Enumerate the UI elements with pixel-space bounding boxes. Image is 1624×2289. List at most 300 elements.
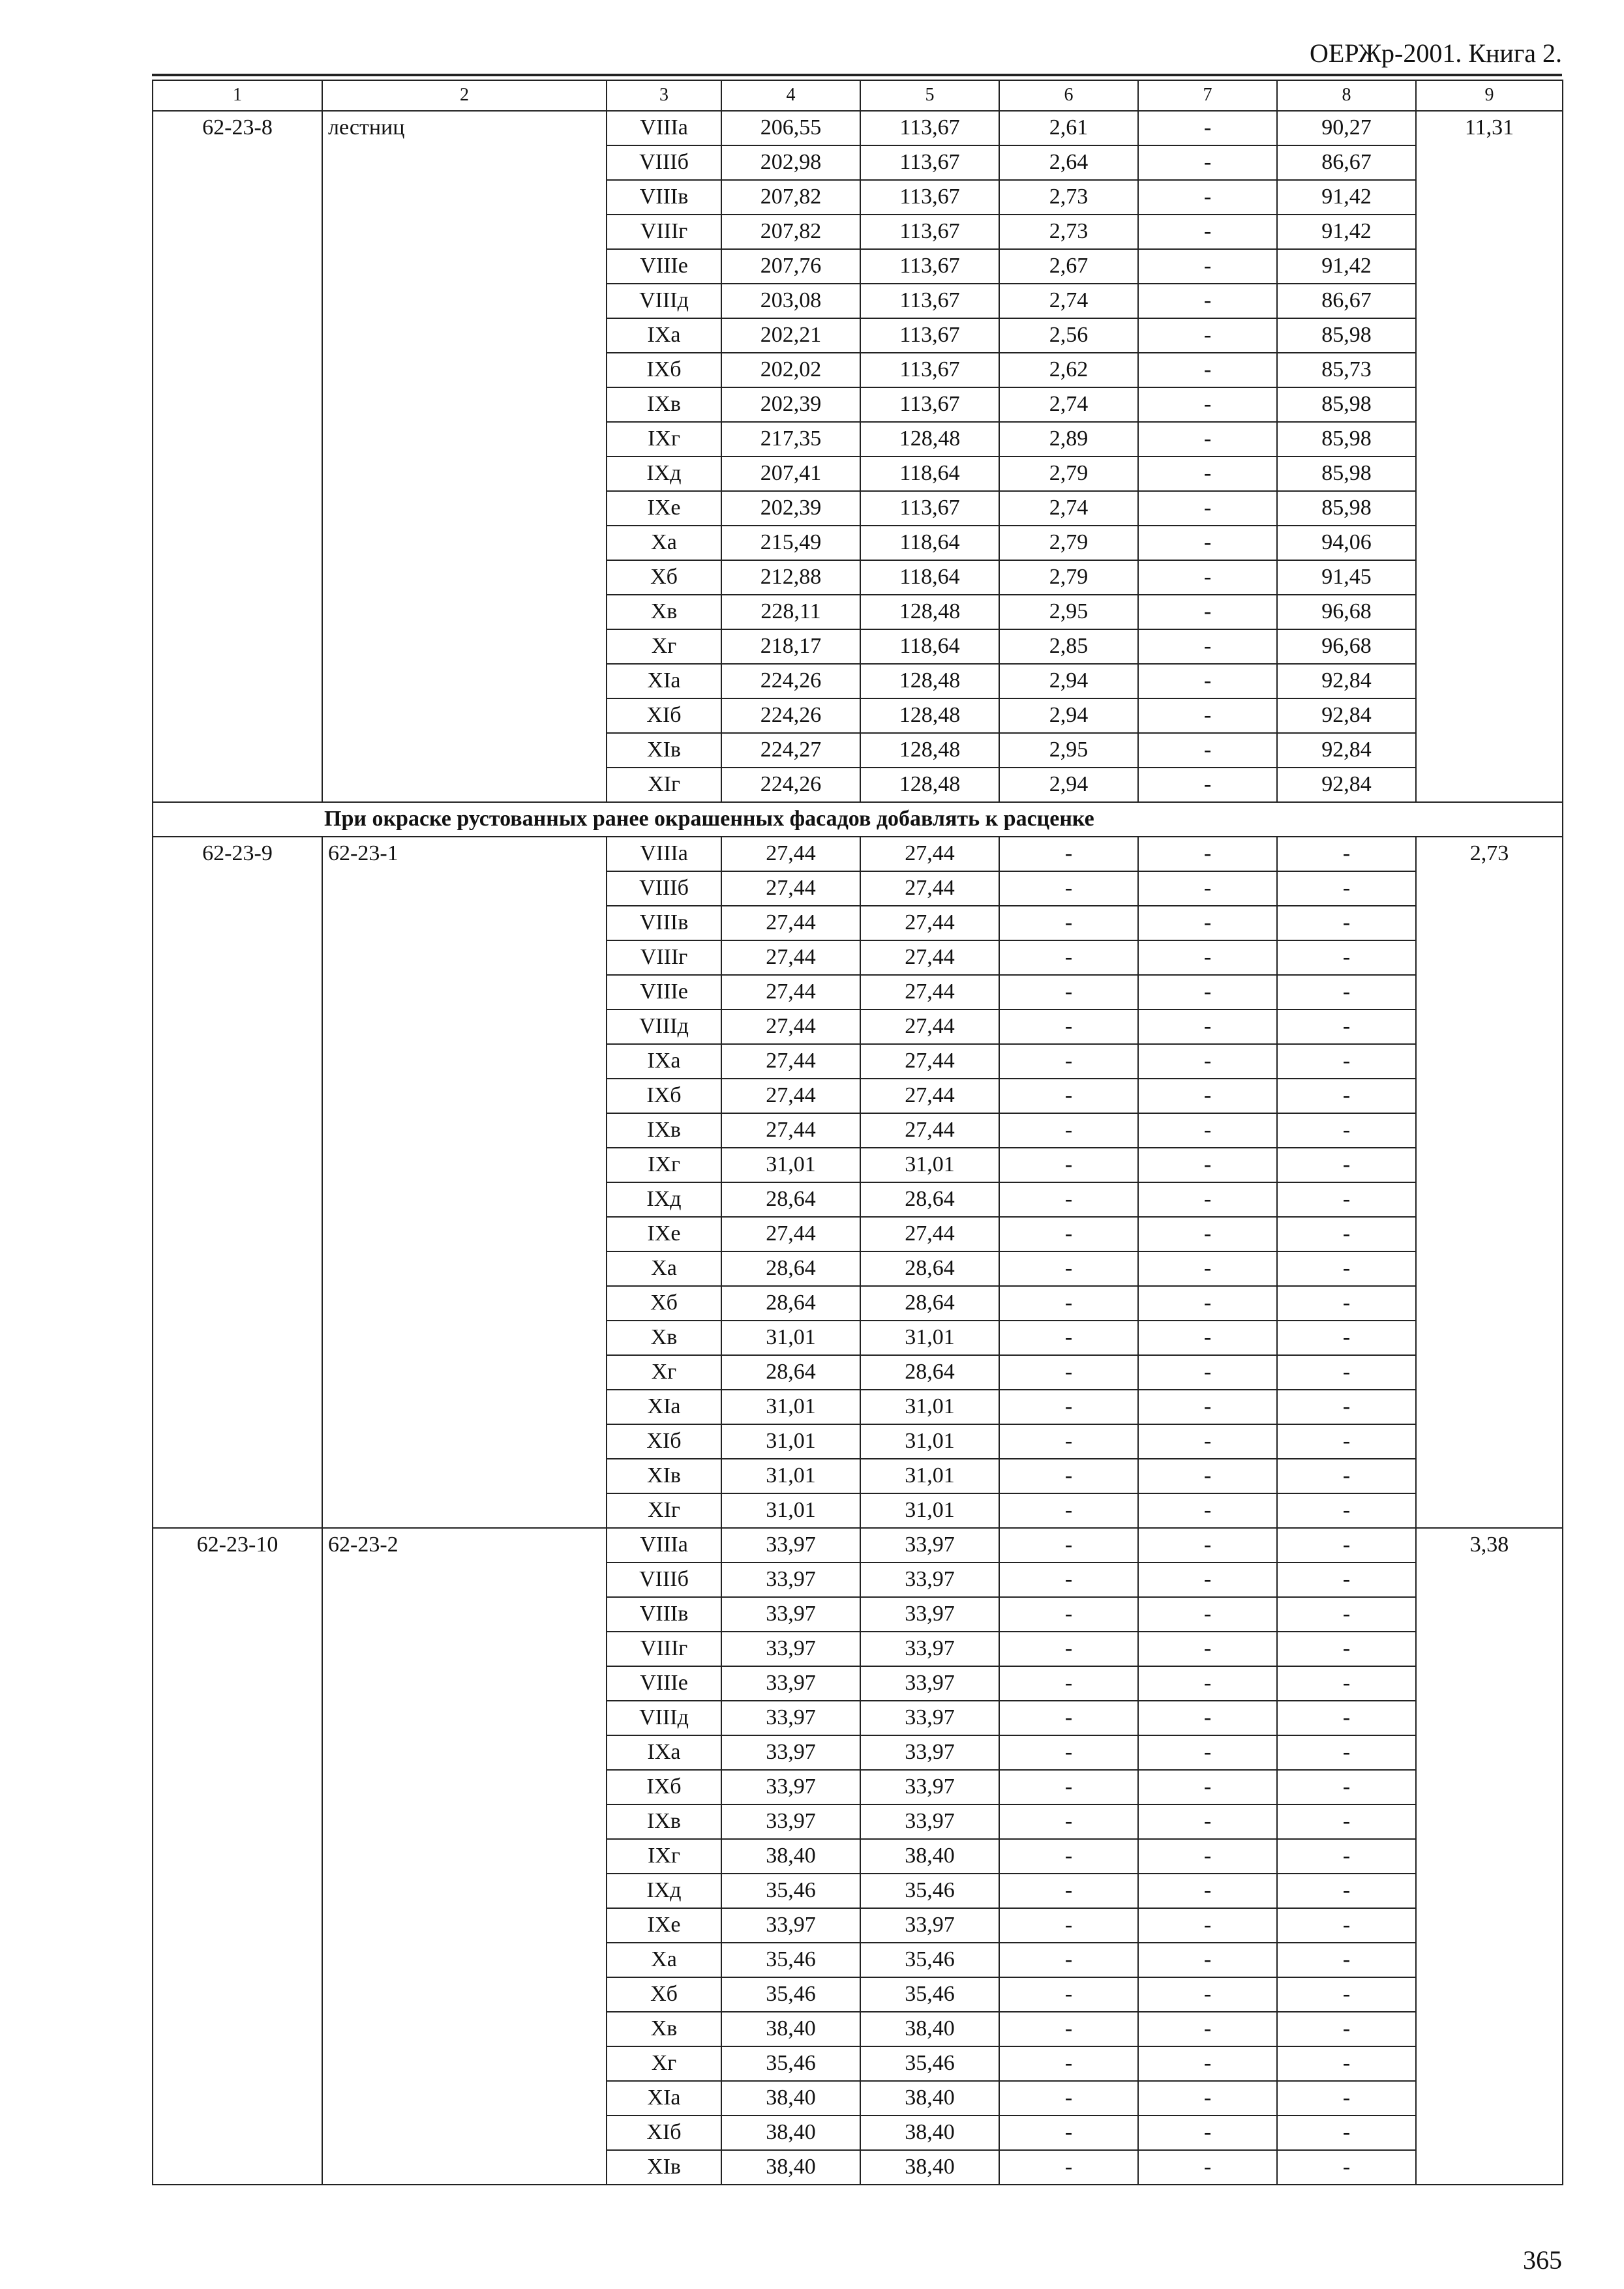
value-cell: -: [1138, 1943, 1277, 1977]
value-cell: 31,01: [721, 1493, 860, 1528]
col9-cell: 3,38: [1416, 1528, 1563, 1563]
value-cell: 2,94: [999, 664, 1138, 698]
value-cell: 28,64: [860, 1286, 999, 1321]
table-row: [153, 318, 1563, 353]
col9-cell: [1416, 2150, 1563, 2185]
value-cell: -: [999, 1079, 1138, 1113]
code-cell: [153, 145, 322, 180]
table-row: [153, 906, 1563, 940]
value-cell: 28,64: [721, 1182, 860, 1217]
value-cell: -: [1138, 111, 1277, 145]
value-cell: -: [1138, 1908, 1277, 1943]
category-cell: Xг: [607, 629, 721, 664]
col9-cell: [1416, 1666, 1563, 1701]
value-cell: 31,01: [860, 1493, 999, 1528]
col9-cell: [1416, 1217, 1563, 1251]
value-cell: 33,97: [721, 1701, 860, 1735]
value-cell: 2,56: [999, 318, 1138, 353]
value-cell: 2,95: [999, 595, 1138, 629]
code-cell: [153, 940, 322, 975]
table-row: [153, 456, 1563, 491]
value-cell: -: [1138, 1182, 1277, 1217]
value-cell: -: [999, 2116, 1138, 2150]
value-cell: -: [999, 2012, 1138, 2046]
value-cell: 85,98: [1277, 387, 1416, 422]
value-cell: -: [1277, 1597, 1416, 1632]
value-cell: -: [1277, 1943, 1416, 1977]
value-cell: -: [1138, 1839, 1277, 1874]
value-cell: -: [999, 1251, 1138, 1286]
code-cell: [153, 1701, 322, 1735]
value-cell: -: [1277, 2116, 1416, 2150]
table-row: [153, 1079, 1563, 1113]
code-cell: [153, 871, 322, 906]
value-cell: -: [1277, 1493, 1416, 1528]
value-cell: 27,44: [860, 1079, 999, 1113]
col9-cell: [1416, 768, 1563, 802]
table-row: [153, 526, 1563, 560]
category-cell: XIв: [607, 733, 721, 768]
value-cell: 224,27: [721, 733, 860, 768]
name-cell: [322, 1632, 607, 1666]
category-cell: IXе: [607, 491, 721, 526]
value-cell: 27,44: [721, 1079, 860, 1113]
category-cell: IXг: [607, 1148, 721, 1182]
table-row: [153, 1632, 1563, 1666]
value-cell: -: [1138, 1010, 1277, 1044]
table-row: [153, 664, 1563, 698]
value-cell: 215,49: [721, 526, 860, 560]
table-row: [153, 1010, 1563, 1044]
value-cell: 33,97: [860, 1597, 999, 1632]
value-cell: 33,97: [721, 1632, 860, 1666]
col9-cell: [1416, 1424, 1563, 1459]
value-cell: -: [1277, 1321, 1416, 1355]
value-cell: 217,35: [721, 422, 860, 456]
table-row: [153, 249, 1563, 284]
category-cell: VIIIв: [607, 906, 721, 940]
value-cell: -: [1138, 906, 1277, 940]
value-cell: -: [999, 1424, 1138, 1459]
table-row: [153, 215, 1563, 249]
value-cell: 118,64: [860, 526, 999, 560]
col9-cell: [1416, 975, 1563, 1010]
value-cell: -: [1138, 145, 1277, 180]
value-cell: 224,26: [721, 768, 860, 802]
value-cell: 113,67: [860, 387, 999, 422]
table-row: [153, 1286, 1563, 1321]
value-cell: 31,01: [721, 1459, 860, 1493]
value-cell: -: [1138, 1251, 1277, 1286]
value-cell: 2,67: [999, 249, 1138, 284]
value-cell: 33,97: [860, 1563, 999, 1597]
category-cell: IXе: [607, 1908, 721, 1943]
value-cell: -: [1138, 1701, 1277, 1735]
code-cell: [153, 1044, 322, 1079]
table-row: [153, 1182, 1563, 1217]
value-cell: -: [1277, 1182, 1416, 1217]
value-cell: -: [1138, 837, 1277, 871]
value-cell: 2,74: [999, 284, 1138, 318]
table-row: [153, 1908, 1563, 1943]
value-cell: 38,40: [860, 2116, 999, 2150]
value-cell: -: [1138, 1113, 1277, 1148]
name-cell: [322, 1044, 607, 1079]
value-cell: -: [1138, 1286, 1277, 1321]
value-cell: 33,97: [860, 1632, 999, 1666]
value-cell: -: [1138, 387, 1277, 422]
value-cell: -: [999, 906, 1138, 940]
name-cell: [322, 1977, 607, 2012]
value-cell: -: [999, 1908, 1138, 1943]
value-cell: -: [1277, 2150, 1416, 2185]
name-cell: [322, 1943, 607, 1977]
col9-cell: [1416, 629, 1563, 664]
value-cell: -: [1138, 560, 1277, 595]
name-cell: [322, 1286, 607, 1321]
value-cell: 90,27: [1277, 111, 1416, 145]
value-cell: 202,98: [721, 145, 860, 180]
value-cell: 27,44: [860, 906, 999, 940]
table-row: [153, 733, 1563, 768]
value-cell: -: [1138, 1390, 1277, 1424]
value-cell: -: [999, 1148, 1138, 1182]
name-cell: [322, 595, 607, 629]
table-row: [153, 180, 1563, 215]
value-cell: -: [1138, 2116, 1277, 2150]
col9-cell: [1416, 1390, 1563, 1424]
table-row: [153, 837, 1563, 871]
value-cell: 35,46: [860, 1943, 999, 1977]
value-cell: -: [999, 1390, 1138, 1424]
col9-cell: [1416, 1908, 1563, 1943]
col9-cell: 2,73: [1416, 837, 1563, 871]
value-cell: 31,01: [860, 1424, 999, 1459]
col9-cell: [1416, 1597, 1563, 1632]
table-row: [153, 1977, 1563, 2012]
code-cell: [153, 1563, 322, 1597]
code-cell: [153, 1321, 322, 1355]
code-cell: [153, 1217, 322, 1251]
table-row: [153, 768, 1563, 802]
value-cell: -: [1277, 1735, 1416, 1770]
code-cell: [153, 1286, 322, 1321]
value-cell: -: [999, 1597, 1138, 1632]
category-cell: Xв: [607, 2012, 721, 2046]
code-cell: [153, 284, 322, 318]
code-cell: 62-23-8: [153, 111, 322, 145]
value-cell: -: [1138, 318, 1277, 353]
value-cell: -: [1138, 940, 1277, 975]
value-cell: 27,44: [721, 1010, 860, 1044]
name-cell: [322, 871, 607, 906]
value-cell: 128,48: [860, 595, 999, 629]
category-cell: VIIIд: [607, 1701, 721, 1735]
value-cell: -: [999, 940, 1138, 975]
table-row: [153, 1493, 1563, 1528]
table-row: [153, 1943, 1563, 1977]
name-cell: [322, 1148, 607, 1182]
name-cell: [322, 353, 607, 387]
value-cell: 35,46: [721, 1943, 860, 1977]
value-cell: -: [1138, 456, 1277, 491]
col9-cell: [1416, 560, 1563, 595]
value-cell: 86,67: [1277, 145, 1416, 180]
value-cell: 113,67: [860, 111, 999, 145]
value-cell: 128,48: [860, 698, 999, 733]
name-cell: [322, 906, 607, 940]
table-row: [153, 1148, 1563, 1182]
value-cell: 28,64: [860, 1251, 999, 1286]
value-cell: 92,84: [1277, 733, 1416, 768]
value-cell: 2,94: [999, 698, 1138, 733]
col9-cell: [1416, 249, 1563, 284]
code-cell: [153, 1355, 322, 1390]
code-cell: [153, 353, 322, 387]
value-cell: 207,82: [721, 215, 860, 249]
col9-cell: [1416, 1735, 1563, 1770]
name-cell: [322, 1563, 607, 1597]
value-cell: 228,11: [721, 595, 860, 629]
col9-cell: [1416, 1874, 1563, 1908]
value-cell: 207,76: [721, 249, 860, 284]
col9-cell: [1416, 318, 1563, 353]
value-cell: 94,06: [1277, 526, 1416, 560]
category-cell: VIIIб: [607, 145, 721, 180]
column-header: 9: [1416, 80, 1563, 111]
value-cell: 2,79: [999, 560, 1138, 595]
name-cell: [322, 180, 607, 215]
value-cell: 118,64: [860, 560, 999, 595]
code-cell: [153, 1459, 322, 1493]
value-cell: -: [1277, 1874, 1416, 1908]
value-cell: 31,01: [721, 1390, 860, 1424]
value-cell: -: [1138, 2150, 1277, 2185]
table-row: [153, 871, 1563, 906]
value-cell: -: [1277, 1424, 1416, 1459]
value-cell: -: [1138, 1217, 1277, 1251]
table-row: [153, 1770, 1563, 1804]
category-cell: VIIIг: [607, 940, 721, 975]
value-cell: -: [1277, 2046, 1416, 2081]
value-cell: -: [1277, 1251, 1416, 1286]
name-cell: [322, 387, 607, 422]
name-cell: [322, 284, 607, 318]
name-cell: [322, 733, 607, 768]
col9-cell: [1416, 1079, 1563, 1113]
value-cell: 92,84: [1277, 664, 1416, 698]
value-cell: -: [1138, 1804, 1277, 1839]
name-cell: [322, 249, 607, 284]
value-cell: 113,67: [860, 249, 999, 284]
value-cell: 27,44: [721, 1217, 860, 1251]
value-cell: -: [1138, 1459, 1277, 1493]
code-cell: [153, 318, 322, 353]
value-cell: -: [999, 1286, 1138, 1321]
column-header: 2: [322, 80, 607, 111]
value-cell: 28,64: [860, 1182, 999, 1217]
col9-cell: [1416, 2081, 1563, 2116]
value-cell: 31,01: [721, 1148, 860, 1182]
name-cell: [322, 1321, 607, 1355]
value-cell: -: [1138, 1044, 1277, 1079]
value-cell: -: [999, 1528, 1138, 1563]
value-cell: 27,44: [860, 1044, 999, 1079]
value-cell: -: [999, 2150, 1138, 2185]
name-cell: [322, 1010, 607, 1044]
table-row: [153, 2046, 1563, 2081]
value-cell: 33,97: [860, 1908, 999, 1943]
value-cell: 92,84: [1277, 768, 1416, 802]
value-cell: 203,08: [721, 284, 860, 318]
value-cell: -: [1138, 353, 1277, 387]
value-cell: -: [1277, 1010, 1416, 1044]
col9-cell: [1416, 1010, 1563, 1044]
value-cell: 128,48: [860, 733, 999, 768]
value-cell: 85,98: [1277, 422, 1416, 456]
value-cell: 31,01: [721, 1424, 860, 1459]
name-cell: [322, 1770, 607, 1804]
value-cell: 33,97: [721, 1528, 860, 1563]
value-cell: -: [1138, 698, 1277, 733]
category-cell: Xг: [607, 2046, 721, 2081]
value-cell: 2,73: [999, 215, 1138, 249]
category-cell: XIв: [607, 1459, 721, 1493]
code-cell: [153, 1079, 322, 1113]
code-cell: [153, 1943, 322, 1977]
value-cell: 85,98: [1277, 491, 1416, 526]
value-cell: 27,44: [721, 871, 860, 906]
value-cell: 2,94: [999, 768, 1138, 802]
value-cell: 118,64: [860, 629, 999, 664]
value-cell: 35,46: [860, 2046, 999, 2081]
value-cell: 27,44: [860, 871, 999, 906]
value-cell: -: [1138, 1424, 1277, 1459]
name-cell: [322, 1217, 607, 1251]
code-cell: [153, 526, 322, 560]
col9-cell: [1416, 1839, 1563, 1874]
table-row: [153, 1804, 1563, 1839]
value-cell: 33,97: [860, 1770, 999, 1804]
col9-cell: [1416, 215, 1563, 249]
col9-cell: [1416, 1632, 1563, 1666]
value-cell: -: [1277, 1113, 1416, 1148]
value-cell: -: [999, 1563, 1138, 1597]
value-cell: 113,67: [860, 180, 999, 215]
value-cell: -: [1138, 733, 1277, 768]
table-row: [153, 1390, 1563, 1424]
value-cell: 35,46: [721, 2046, 860, 2081]
value-cell: 96,68: [1277, 629, 1416, 664]
value-cell: 33,97: [721, 1908, 860, 1943]
col9-cell: [1416, 698, 1563, 733]
value-cell: -: [1277, 1217, 1416, 1251]
name-cell: [322, 1735, 607, 1770]
col9-cell: [1416, 1493, 1563, 1528]
value-cell: 113,67: [860, 145, 999, 180]
value-cell: 33,97: [860, 1804, 999, 1839]
col9-cell: [1416, 2116, 1563, 2150]
category-cell: IXб: [607, 353, 721, 387]
value-cell: 85,98: [1277, 318, 1416, 353]
category-cell: VIIIа: [607, 1528, 721, 1563]
value-cell: -: [999, 1977, 1138, 2012]
code-cell: [153, 560, 322, 595]
name-cell: [322, 1079, 607, 1113]
value-cell: -: [999, 2081, 1138, 2116]
value-cell: -: [1138, 1977, 1277, 2012]
name-cell: [322, 1424, 607, 1459]
section-heading-row: [153, 802, 1563, 837]
value-cell: 91,42: [1277, 215, 1416, 249]
name-cell: [322, 1182, 607, 1217]
col9-cell: [1416, 906, 1563, 940]
column-header: 1: [153, 80, 322, 111]
value-cell: 28,64: [721, 1251, 860, 1286]
col9-cell: [1416, 1701, 1563, 1735]
value-cell: -: [1277, 1666, 1416, 1701]
value-cell: 91,45: [1277, 560, 1416, 595]
col9-cell: [1416, 1148, 1563, 1182]
table-row: [153, 1597, 1563, 1632]
value-cell: -: [1138, 1355, 1277, 1390]
col9-cell: [1416, 871, 1563, 906]
value-cell: 27,44: [721, 1113, 860, 1148]
code-cell: [153, 629, 322, 664]
value-cell: 38,40: [860, 2081, 999, 2116]
col9-cell: [1416, 1286, 1563, 1321]
code-cell: [153, 1493, 322, 1528]
value-cell: 31,01: [721, 1321, 860, 1355]
code-cell: [153, 1632, 322, 1666]
value-cell: 27,44: [860, 940, 999, 975]
category-cell: VIIIа: [607, 837, 721, 871]
category-cell: IXа: [607, 1044, 721, 1079]
value-cell: 91,42: [1277, 180, 1416, 215]
value-cell: 202,21: [721, 318, 860, 353]
category-cell: VIIIв: [607, 1597, 721, 1632]
category-cell: VIIIа: [607, 111, 721, 145]
value-cell: 202,39: [721, 387, 860, 422]
code-cell: [153, 1804, 322, 1839]
value-cell: -: [1138, 1632, 1277, 1666]
value-cell: -: [1138, 284, 1277, 318]
name-cell: 62-23-1: [322, 837, 607, 871]
category-cell: IXв: [607, 1804, 721, 1839]
value-cell: -: [1138, 491, 1277, 526]
value-cell: -: [999, 1010, 1138, 1044]
value-cell: -: [1138, 1528, 1277, 1563]
value-cell: 38,40: [721, 2150, 860, 2185]
name-cell: [322, 664, 607, 698]
value-cell: -: [1277, 1839, 1416, 1874]
col9-cell: [1416, 595, 1563, 629]
name-cell: [322, 1666, 607, 1701]
value-cell: -: [1277, 1148, 1416, 1182]
value-cell: -: [1277, 837, 1416, 871]
name-cell: [322, 1355, 607, 1390]
category-cell: Xб: [607, 560, 721, 595]
category-cell: Xб: [607, 1286, 721, 1321]
value-cell: -: [1138, 1735, 1277, 1770]
value-cell: -: [1138, 1597, 1277, 1632]
table-row: [153, 595, 1563, 629]
table-row: [153, 975, 1563, 1010]
category-cell: XIб: [607, 698, 721, 733]
code-cell: [153, 1770, 322, 1804]
value-cell: -: [1138, 975, 1277, 1010]
name-cell: [322, 975, 607, 1010]
